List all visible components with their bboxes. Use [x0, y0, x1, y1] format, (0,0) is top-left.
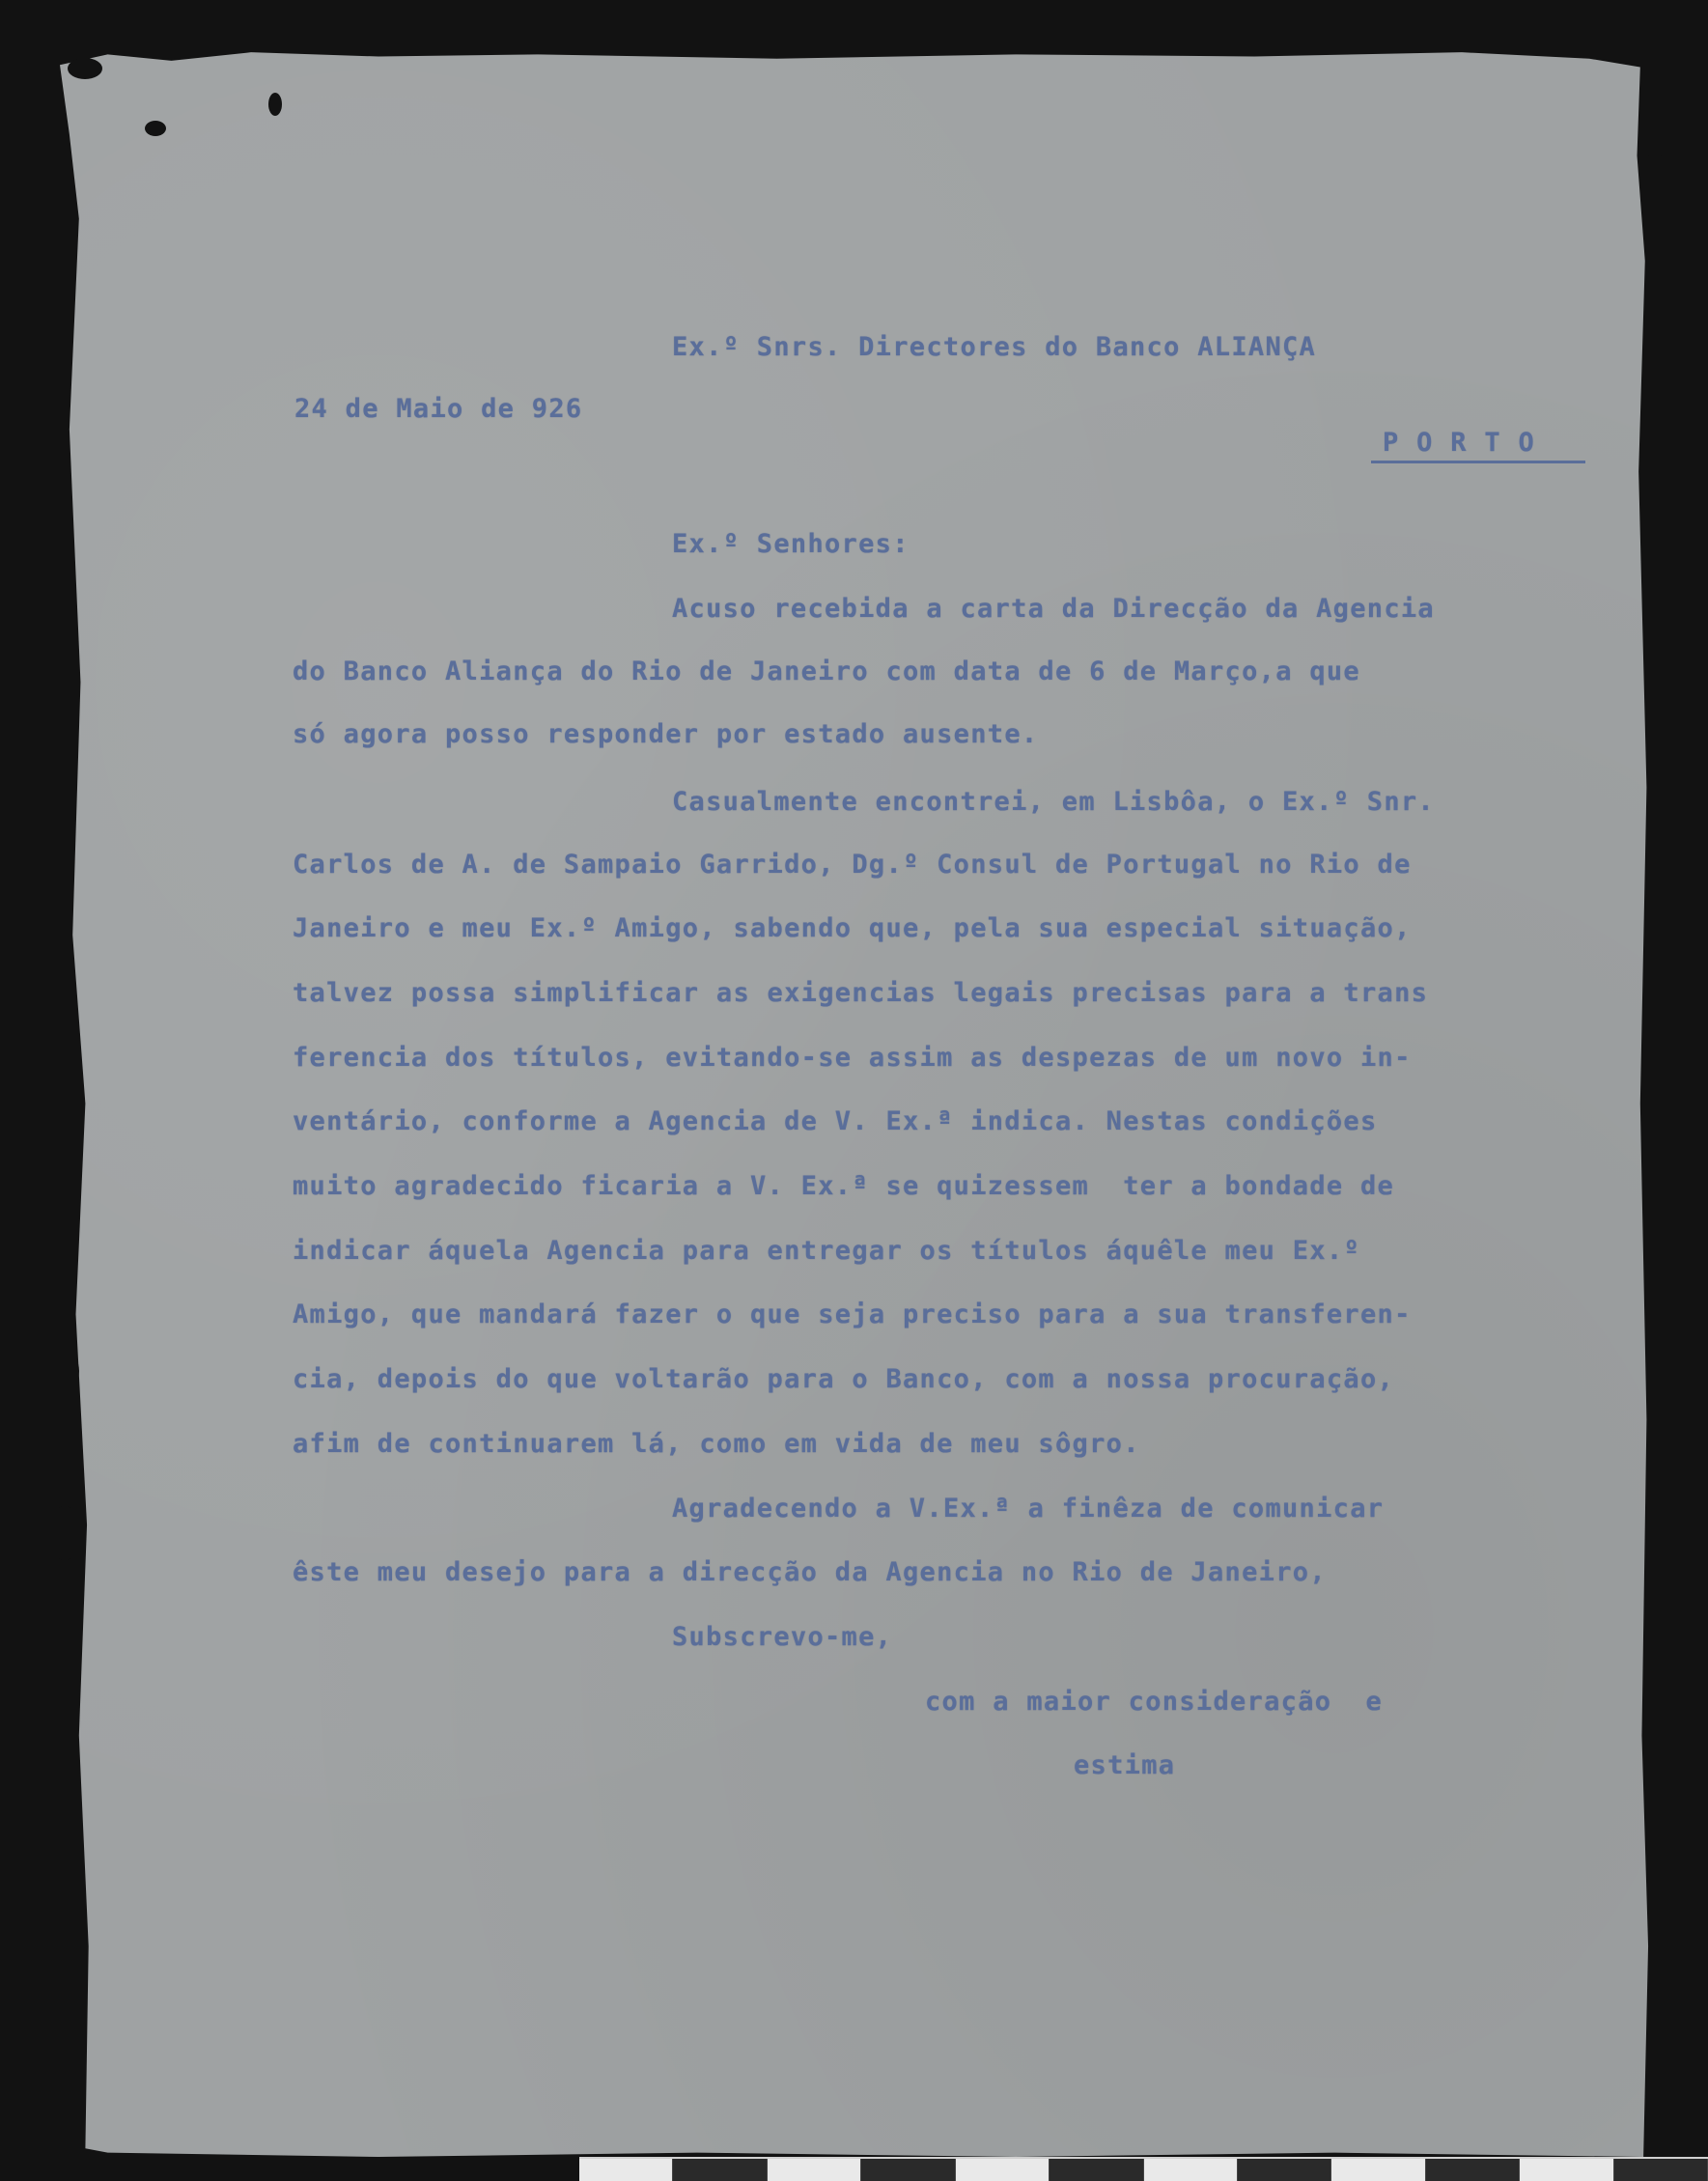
body-line-1: Acuso recebida a carta da Direcção da Agencia	[672, 594, 1435, 624]
ruler-segment	[1331, 2159, 1425, 2181]
letter-city: P O R T O	[1383, 428, 1535, 458]
body-line-14: afim de continuarem lá, como em vida de meu sôgro.	[293, 1429, 1140, 1459]
paper-tear	[68, 58, 102, 79]
ruler-segment	[1144, 2159, 1238, 2181]
body-line-7: talvez possa simplificar as exigencias legais precisas para a trans	[293, 978, 1429, 1008]
body-line-2: do Banco Aliança do Rio de Janeiro com data de 6 de Março,a que	[293, 657, 1360, 686]
ruler-segment	[1614, 2159, 1708, 2181]
body-line-4: Casualmente encontrei, em Lisbôa, o Ex.º Snr.	[672, 787, 1435, 817]
body-line-6: Janeiro e meu Ex.º Amigo, sabendo que, pela sua especial situação,	[293, 913, 1412, 943]
salutation: Ex.º Senhores:	[672, 529, 910, 559]
body-line-12: Amigo, que mandará fazer o que seja preciso para a sua transferen-	[293, 1300, 1412, 1329]
ruler-segment	[1520, 2159, 1613, 2181]
paper-tear	[145, 121, 166, 136]
ruler-segment	[861, 2159, 955, 2181]
ruler-segment	[956, 2159, 1050, 2181]
paper-hole	[268, 93, 282, 116]
city-underline	[1371, 461, 1585, 463]
closing-regards: com a maior consideração e	[925, 1687, 1383, 1717]
body-line-3: só agora posso responder por estado ausente.	[293, 719, 1039, 749]
paper-tear	[48, 1506, 81, 1560]
paper-tear	[52, 1352, 79, 1390]
body-line-10: muito agradecido ficaria a V. Ex.ª se quizessem ter a bondade de	[293, 1171, 1395, 1201]
body-line-11: indicar áquela Agencia para entregar os títulos áquêle meu Ex.º	[293, 1236, 1360, 1266]
ruler-segment	[673, 2159, 767, 2181]
body-line-13: cia, depois do que voltarão para o Banco, com a nossa procuração,	[293, 1364, 1395, 1394]
addressee-line: Ex.º Snrs. Directores do Banco ALIANÇA	[672, 332, 1317, 362]
ruler-segment	[1050, 2159, 1143, 2181]
body-line-15: Agradecendo a V.Ex.ª a finêza de comunicar	[672, 1494, 1385, 1524]
closing-subscribe: Subscrevo-me,	[672, 1622, 893, 1652]
ruler-segment	[1426, 2159, 1520, 2181]
scale-ruler	[579, 2157, 1708, 2181]
ruler-segment	[768, 2159, 861, 2181]
body-line-16: êste meu desejo para a direcção da Agencia no Rio de Janeiro,	[293, 1557, 1327, 1587]
letter-date: 24 de Maio de 926	[294, 394, 583, 424]
body-line-8: ferencia dos títulos, evitando-se assim as despezas de um novo in-	[293, 1043, 1412, 1073]
body-line-9: ventário, conforme a Agencia de V. Ex.ª indica. Nestas condições	[293, 1106, 1378, 1136]
ruler-segment	[579, 2159, 673, 2181]
closing-estima: estima	[1074, 1750, 1176, 1780]
ruler-segment	[1238, 2159, 1331, 2181]
paper-tear	[1643, 154, 1666, 174]
body-line-5: Carlos de A. de Sampaio Garrido, Dg.º Consul de Portugal no Rio de	[293, 850, 1412, 880]
letter-paper	[60, 50, 1653, 2157]
